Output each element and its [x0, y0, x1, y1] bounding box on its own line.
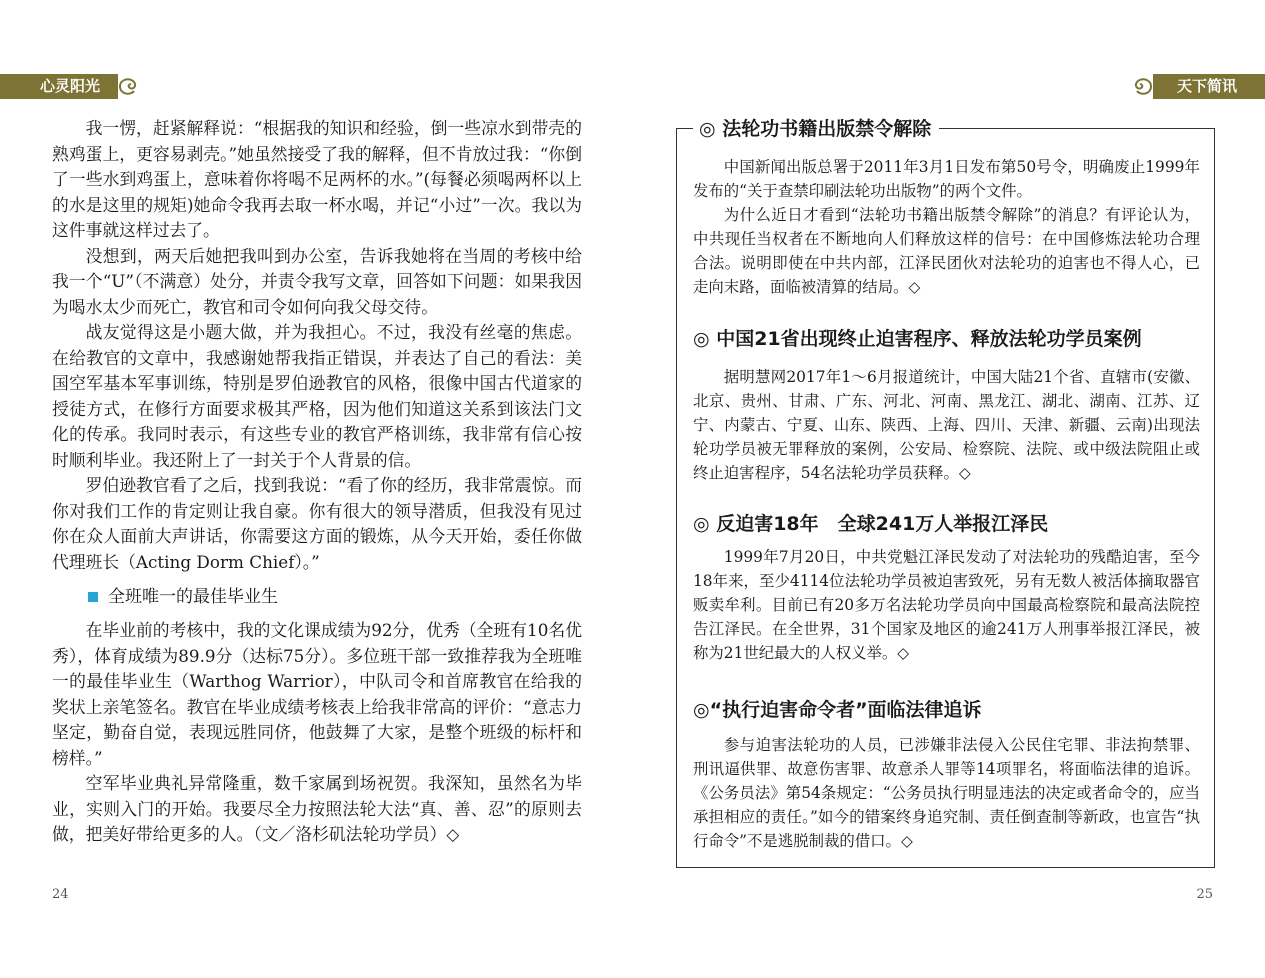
news-box — [676, 118, 1215, 868]
paragraph: 没想到，两天后她把我叫到办公室，告诉我她将在当周的考核中给我一个“U”（不满意）处分，并责令我写文章，回答如下问题：如果我因为喝水太少而死亡，教官和司令如何向我父母交待。 — [52, 245, 582, 317]
paragraph: 为什么近日才看到“法轮功书籍出版禁令解除”的消息？有评论认为，中共现任当权者在不断地向人们释放这样的信号：在中国修炼法轮功合理合法。说明即使在中共内部，江泽民团伙对法轮功的迫害也不得人心，已走向末路，面临被清算的结局。◇ — [693, 206, 1200, 296]
article-title: ◎“执行迫害命令者”面临法律追诉 — [693, 696, 982, 724]
article-body — [693, 545, 1200, 665]
article-body — [693, 733, 1200, 853]
paragraph: 在毕业前的考核中，我的文化课成绩为92分，优秀（全班有10名优秀），体育成绩为89.9分（达标75分）。多位班干部一致推荐我为全班唯一的最佳毕业生（Warthog Warrior），中队司令和首席教官在给我的奖状上亲笔签名。教官在毕业成绩考核表上给我非常高的评价：“意志力坚定，勤奋自觉，表现远胜同侪，他鼓舞了大家，是整个班级的标杆和榜样。” — [52, 620, 582, 768]
subheading — [52, 584, 582, 610]
paragraph: 我一愣，赶紧解释说：“根据我的知识和经验，倒一些凉水到带壳的熟鸡蛋上，更容易剥壳。”她虽然接受了我的解释，但不肯放过我：“你倒了一些水到鸡蛋上，意味着你将喝不足两杯的水。”(每餐必须喝两杯以上的水是这里的规矩)她命令我再去取一杯水喝，并记“小过”一次。我以为这件事就这样过去了。 — [52, 118, 582, 240]
article-title: ◎ 中国21省出现终止迫害程序、释放法轮功学员案例 — [693, 325, 1142, 353]
article-title: ◎ 反迫害18年 全球241万人举报江泽民 — [693, 510, 1048, 538]
ornament-swirl-icon — [118, 74, 142, 99]
paragraph: 空军毕业典礼异常隆重，数千家属到场祝贺。我深知，虽然名为毕业，实则入门的开始。我要尽全力按照法轮大法“真、善、忍”的原则去做，把美好带给更多的人。（文／洛杉矶法轮功学员）◇ — [52, 773, 582, 844]
article-title: ◎ 法轮功书籍出版禁令解除 — [693, 115, 939, 143]
article-body — [693, 365, 1200, 485]
left-page — [0, 0, 632, 978]
section-label-right: 天下简讯 — [1177, 77, 1238, 95]
paragraph: 中国新闻出版总署于2011年3月1日发布第50号令，明确废止1999年发布的“关于查禁印刷法轮功出版物”的两个文件。 — [693, 158, 1200, 200]
paragraph: 参与迫害法轮功的人员，已涉嫌非法侵入公民住宅罪、非法拘禁罪、刑讯逼供罪、故意伤害罪、故意杀人罪等14项罪名，将面临法律的追诉。《公务员法》第54条规定：“公务员执行明显违法的决定或者命令的，应当承担相应的责任。”如今的错案终身追究制、责任倒查制等新政，也宣告“执行命令”不是逃脱制裁的借口。◇ — [693, 736, 1200, 850]
section-band-right — [1153, 74, 1265, 99]
page-number-left: 24 — [52, 887, 69, 902]
article-body — [693, 155, 1200, 299]
square-bullet-icon — [88, 592, 98, 602]
section-label-left: 心灵阳光 — [40, 77, 101, 95]
subheading-text: 全班唯一的最佳毕业生 — [108, 587, 278, 607]
right-page — [633, 0, 1265, 978]
left-article — [52, 116, 582, 848]
section-band-left — [0, 74, 118, 99]
paragraph: 战友觉得这是小题大做，并为我担心。不过，我没有丝毫的焦虑。在给教官的文章中，我感谢她帮我指正错误，并表达了自己的看法：美国空军基本军事训练，特别是罗伯逊教官的风格，很像中国古代道家的授徒方式，在修行方面要求极其严格，因为他们知道这关系到该法门文化的传承。我同时表示，有这些专业的教官严格训练，我非常有信心按时顺利毕业。我还附上了一封关于个人背景的信。 — [52, 322, 582, 470]
paragraph: 罗伯逊教官看了之后，找到我说：“看了你的经历，我非常震惊。而你对我们工作的肯定则让我自豪。你有很大的领导潜质，但我没有见过你在众人面前大声讲话，你需要这方面的锻炼，从今天开始，委任你做代理班长（Acting Dorm Chief）。” — [52, 475, 582, 572]
page-number-right: 25 — [1196, 887, 1213, 902]
paragraph: 据明慧网2017年1～6月报道统计，中国大陆21个省、直辖市(安徽、北京、贵州、甘肃、广东、河北、河南、黑龙江、湖北、湖南、江苏、辽宁、内蒙古、宁夏、山东、陕西、上海、四川、天津、新疆、云南)出现法轮功学员被无罪释放的案例，公安局、检察院、法院、或中级法院阻止或终止迫害程序，54名法轮功学员获释。◇ — [693, 368, 1200, 482]
paragraph: 1999年7月20日，中共党魁江泽民发动了对法轮功的残酷迫害，至今18年来，至少4114位法轮功学员被迫害致死，另有无数人被活体摘取器官贩卖牟利。目前已有20多万名法轮功学员向中国最高检察院和最高法院控告江泽民。在全世界，31个国家及地区的逾241万人刑事举报江泽民，被称为21世纪最大的人权义举。◇ — [693, 548, 1200, 662]
ornament-swirl-icon — [1129, 74, 1153, 99]
